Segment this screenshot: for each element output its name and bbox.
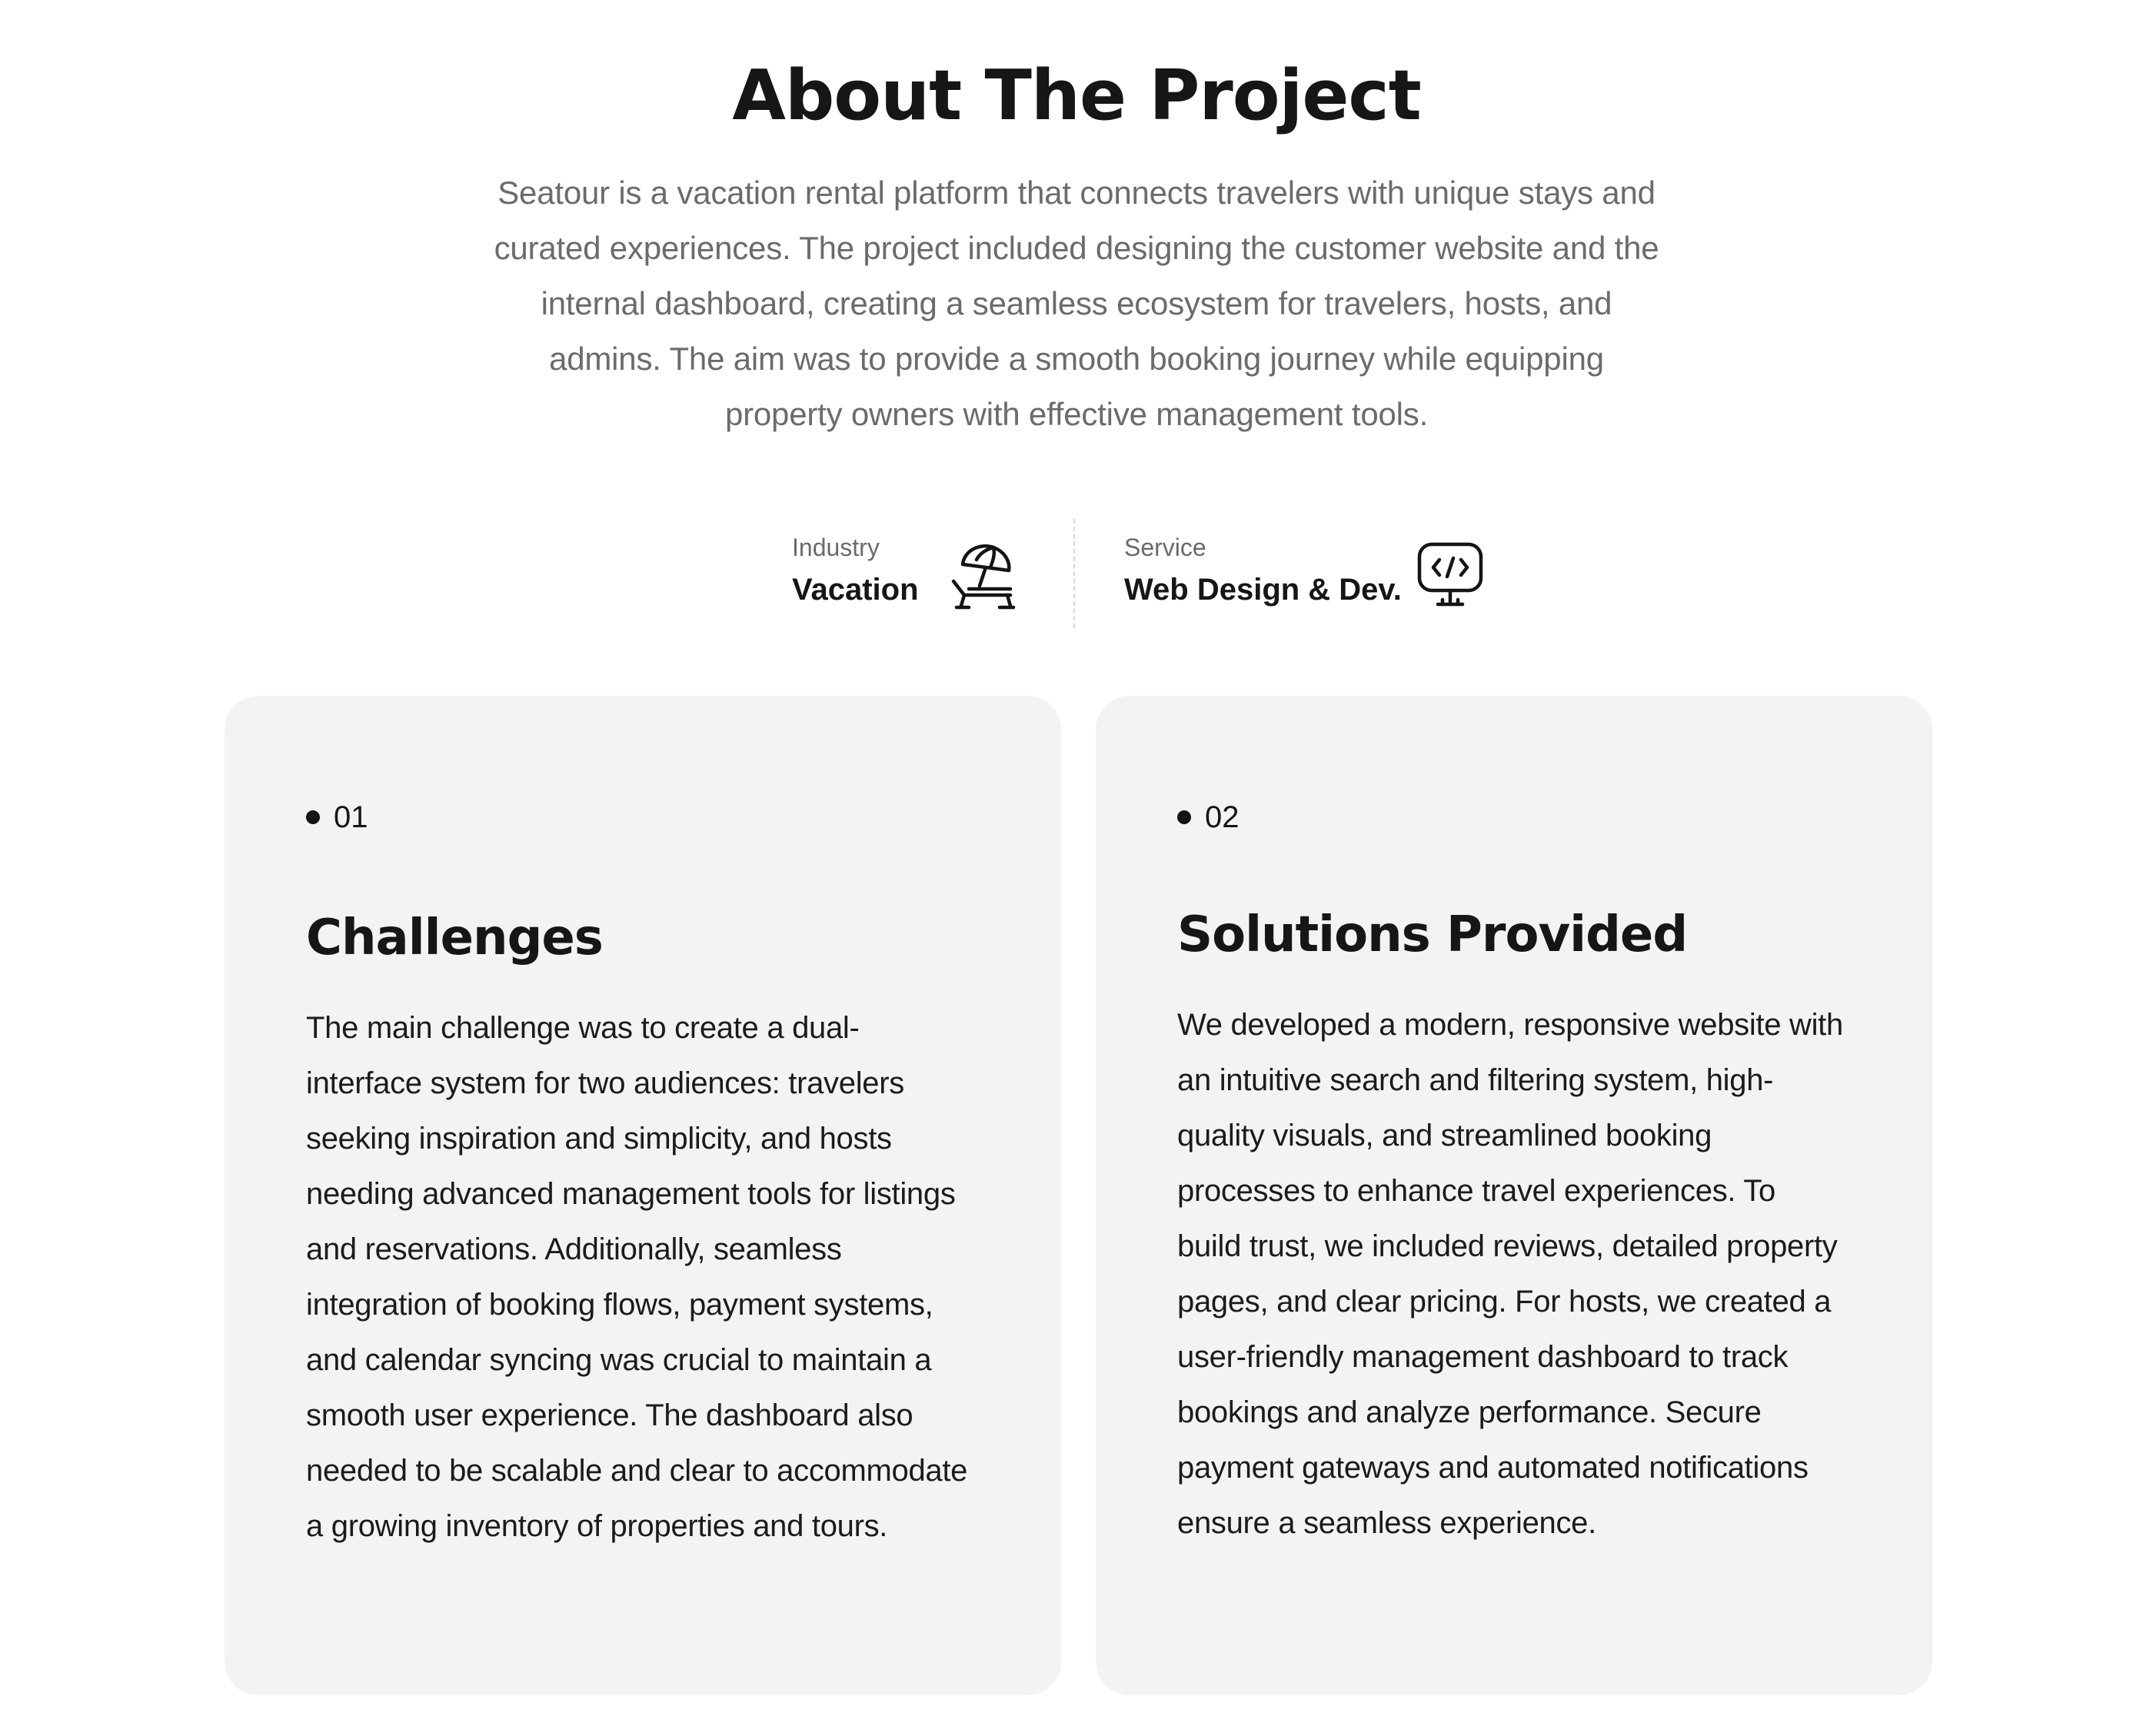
service-info xyxy=(1124,515,1501,630)
beach-umbrella-lounger-icon xyxy=(946,538,1020,612)
bullet-dot-icon xyxy=(306,810,320,824)
card-number xyxy=(306,794,368,840)
service-value: Web Design & Dev. xyxy=(1124,573,1402,607)
card-number-text: 02 xyxy=(1205,800,1240,834)
bullet-dot-icon xyxy=(1177,810,1191,824)
card-number xyxy=(1177,794,1240,840)
industry-value: Vacation xyxy=(792,573,919,607)
card-title: Solutions Provided xyxy=(1177,906,1688,963)
page-title: About The Project xyxy=(732,55,1421,136)
card-body: The main challenge was to create a dual-interface system for two audiences: travelers seeking inspiration and simplicity, and hosts needing advanced management tools for listings and reservations. Additionally, seamless integration of booking flows, payment systems, and calendar syncing was crucial to maintain a smooth user experience. The dashboard also needed to be scalable and clear to accommodate a growing inventory of properties and tours. xyxy=(306,1011,968,1543)
challenges-card xyxy=(225,696,1061,1695)
industry-label: Industry xyxy=(792,534,880,561)
service-label: Service xyxy=(1124,534,1206,561)
industry-info xyxy=(792,515,1038,630)
card-title: Challenges xyxy=(306,910,603,966)
card-number-text: 01 xyxy=(334,800,368,834)
card-body: We developed a modern, responsive website with an intuitive search and filtering system, high-quality visuals, and streamlined booking processes to enhance travel experiences. To build trust, we included reviews, detailed property pages, and clear pricing. For hosts, we created a user-friendly management dashboard to track bookings and analyze performance. Secure payment gateways and automated notifications ensure a seamless experience. xyxy=(1177,1008,1843,1540)
solutions-card xyxy=(1096,696,1932,1695)
monitor-code-icon xyxy=(1413,538,1487,612)
project-description: Seatour is a vacation rental platform that connects travelers with unique stays and curated experiences. The project included designing the customer website and the internal dashboard, creating a seamless ecosystem for travelers, hosts, and admins. The aim was to provide a smooth booking journey while equipping property owners with effective management tools. xyxy=(494,175,1659,432)
meta-divider xyxy=(1073,519,1075,628)
